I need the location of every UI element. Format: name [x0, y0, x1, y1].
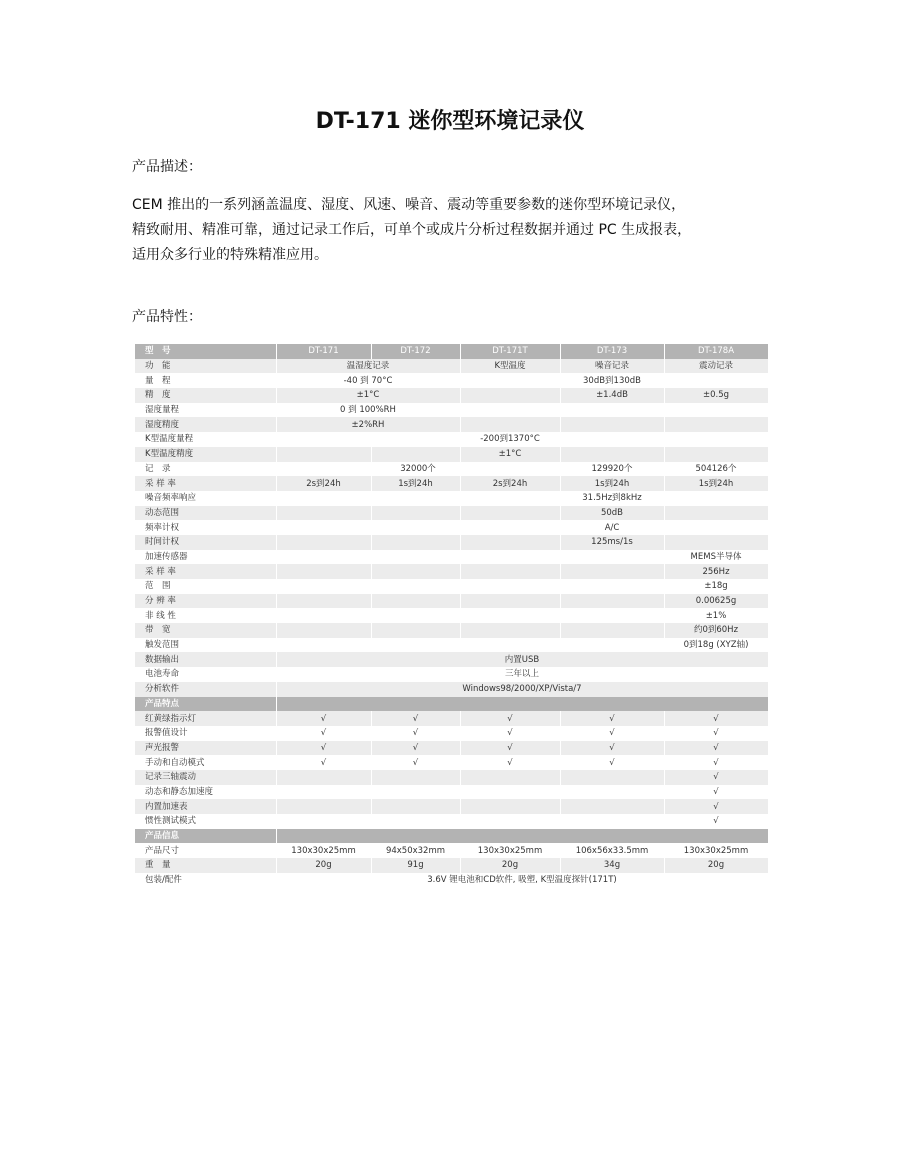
check-cell: [276, 770, 371, 785]
check-cell: √: [276, 741, 371, 756]
table-cell: [664, 432, 768, 447]
table-cell: [664, 491, 768, 506]
row-label: 噪音频率响应: [135, 491, 276, 506]
table-cell: [371, 594, 460, 609]
description-heading: 产品描述：: [132, 159, 202, 175]
description-line: 适用众多行业的特殊精准应用。: [132, 247, 328, 263]
table-cell: 2s到24h: [460, 476, 560, 491]
check-cell: [460, 770, 560, 785]
product-description: [132, 193, 782, 268]
table-row: [135, 873, 768, 888]
row-label: 重 量: [135, 858, 276, 873]
table-cell: [276, 638, 371, 653]
header-model: DT-171T: [460, 344, 560, 359]
table-cell: [276, 623, 371, 638]
header-model: DT-172: [371, 344, 460, 359]
spanned-cell: 0 到 100%RH: [276, 403, 460, 418]
row-label: 量 程: [135, 373, 276, 388]
check-cell: √: [664, 741, 768, 756]
table-row: [135, 564, 768, 579]
row-label: 精 度: [135, 388, 276, 403]
table-row: [135, 799, 768, 814]
row-label: 湿度量程: [135, 403, 276, 418]
table-cell: 130x30x25mm: [460, 843, 560, 858]
check-cell: √: [460, 726, 560, 741]
table-cell: [276, 432, 371, 447]
table-cell: [560, 623, 664, 638]
table-cell: 130x30x25mm: [664, 843, 768, 858]
check-cell: √: [276, 726, 371, 741]
document-title: DT-171 迷你型环境记录仪: [315, 109, 585, 134]
table-cell: [460, 506, 560, 521]
check-cell: √: [460, 741, 560, 756]
row-label: 数据输出: [135, 652, 276, 667]
table-cell: ±1°C: [460, 447, 560, 462]
table-cell: 130x30x25mm: [276, 843, 371, 858]
table-cell: [371, 491, 460, 506]
table-cell: [276, 535, 371, 550]
check-cell: √: [460, 755, 560, 770]
spanned-cell: 32000个: [276, 462, 560, 477]
table-cell: 20g: [664, 858, 768, 873]
table-row: [135, 491, 768, 506]
table-cell: [276, 506, 371, 521]
check-cell: [460, 785, 560, 800]
description-line: CEM 推出的一系列涵盖温度、湿度、风速、噪音、震动等重要参数的迷你型环境记录仪，: [132, 197, 686, 213]
table-cell: [371, 535, 460, 550]
table-cell: [560, 447, 664, 462]
section-fill: [276, 697, 768, 712]
table-cell: 20g: [460, 858, 560, 873]
check-cell: [560, 770, 664, 785]
table-cell: [460, 608, 560, 623]
table-cell: [371, 623, 460, 638]
spanned-cell: 三年以上: [276, 667, 768, 682]
table-row: [135, 520, 768, 535]
table-cell: 1s到24h: [664, 476, 768, 491]
table-cell: [560, 550, 664, 565]
row-label: 分 辨 率: [135, 594, 276, 609]
table-cell: [560, 564, 664, 579]
spanned-cell: 温湿度记录: [276, 359, 460, 374]
check-cell: √: [371, 726, 460, 741]
table-header-row: [135, 344, 768, 359]
row-label: 采 样 率: [135, 564, 276, 579]
row-label: 加速传感器: [135, 550, 276, 565]
table-cell: [371, 579, 460, 594]
table-cell: [460, 491, 560, 506]
table-cell: [460, 373, 560, 388]
table-cell: [664, 417, 768, 432]
table-row: [135, 755, 768, 770]
table-cell: [460, 594, 560, 609]
table-cell: [460, 623, 560, 638]
table-row: [135, 388, 768, 403]
table-cell: [276, 594, 371, 609]
table-cell: 约0到60Hz: [664, 623, 768, 638]
table-cell: 125ms/1s: [560, 535, 664, 550]
check-cell: √: [560, 741, 664, 756]
spec-table: [135, 344, 769, 887]
table-row: [135, 506, 768, 521]
table-cell: [460, 550, 560, 565]
check-cell: √: [371, 741, 460, 756]
spanned-cell: ±2%RH: [276, 417, 460, 432]
table-row: [135, 726, 768, 741]
row-label: 内置加速表: [135, 799, 276, 814]
table-cell: [276, 520, 371, 535]
table-cell: 1s到24h: [560, 476, 664, 491]
check-cell: √: [276, 755, 371, 770]
row-label: 频率计权: [135, 520, 276, 535]
table-cell: [371, 638, 460, 653]
table-row: [135, 462, 768, 477]
spanned-cell: ±1°C: [276, 388, 460, 403]
table-row: [135, 608, 768, 623]
header-label: 型 号: [135, 344, 276, 359]
table-cell: [664, 403, 768, 418]
table-cell: [460, 579, 560, 594]
table-row: [135, 432, 768, 447]
table-row: [135, 843, 768, 858]
table-row: [135, 447, 768, 462]
table-row: [135, 858, 768, 873]
row-label: 电池寿命: [135, 667, 276, 682]
check-cell: √: [664, 726, 768, 741]
table-row: [135, 667, 768, 682]
row-label: 记录三轴震动: [135, 770, 276, 785]
table-cell: [276, 564, 371, 579]
table-cell: 2s到24h: [276, 476, 371, 491]
table-cell: 50dB: [560, 506, 664, 521]
table-row: [135, 623, 768, 638]
table-row: [135, 711, 768, 726]
row-label: 声光报警: [135, 741, 276, 756]
row-label: 红黄绿指示灯: [135, 711, 276, 726]
table-row: [135, 579, 768, 594]
check-cell: [371, 799, 460, 814]
table-cell: [560, 638, 664, 653]
row-label: 功 能: [135, 359, 276, 374]
check-cell: √: [664, 799, 768, 814]
spanned-cell: Windows98/2000/XP/Vista/7: [276, 682, 768, 697]
table-cell: [460, 564, 560, 579]
table-cell: ±18g: [664, 579, 768, 594]
table-row: [135, 770, 768, 785]
table-cell: ±1.4dB: [560, 388, 664, 403]
row-label: 范 围: [135, 579, 276, 594]
table-row: [135, 741, 768, 756]
table-cell: [276, 579, 371, 594]
table-cell: 20g: [276, 858, 371, 873]
check-cell: [560, 814, 664, 829]
table-cell: K型温度: [460, 359, 560, 374]
check-cell: √: [560, 711, 664, 726]
row-label: 非 线 性: [135, 608, 276, 623]
table-cell: 0.00625g: [664, 594, 768, 609]
spanned-cell: 内置USB: [276, 652, 768, 667]
table-cell: 31.5Hz到8kHz: [560, 491, 664, 506]
table-cell: [371, 506, 460, 521]
check-cell: [560, 799, 664, 814]
check-cell: √: [276, 711, 371, 726]
check-cell: √: [664, 814, 768, 829]
spanned-cell: 3.6V 锂电池和CD软件, 吸塑, K型温度探针(171T): [276, 873, 768, 888]
table-cell: [371, 550, 460, 565]
check-cell: √: [371, 711, 460, 726]
row-label: 触发范围: [135, 638, 276, 653]
row-label: 动态和静态加速度: [135, 785, 276, 800]
row-label: 记 录: [135, 462, 276, 477]
features-heading: 产品特性：: [132, 309, 202, 325]
table-cell: [371, 564, 460, 579]
row-label: 惯性测试模式: [135, 814, 276, 829]
table-cell: [276, 491, 371, 506]
table-cell: [664, 373, 768, 388]
table-cell: 91g: [371, 858, 460, 873]
table-cell: [276, 608, 371, 623]
table-cell: [664, 506, 768, 521]
check-cell: [460, 814, 560, 829]
row-label: 动态范围: [135, 506, 276, 521]
table-cell: A/C: [560, 520, 664, 535]
table-row: [135, 417, 768, 432]
table-cell: [460, 535, 560, 550]
table-row: [135, 682, 768, 697]
header-model: DT-178A: [664, 344, 768, 359]
table-cell: [560, 403, 664, 418]
table-cell: MEMS半导体: [664, 550, 768, 565]
table-row: [135, 814, 768, 829]
table-cell: 106x56x33.5mm: [560, 843, 664, 858]
check-cell: √: [664, 785, 768, 800]
table-row: [135, 652, 768, 667]
table-cell: ±0.5g: [664, 388, 768, 403]
section-fill: [276, 829, 768, 844]
header-model: DT-171: [276, 344, 371, 359]
table-cell: [560, 594, 664, 609]
description-line: 精致耐用、精准可靠，通过记录工作后，可单个或成片分析过程数据并通过 PC 生成报表，: [132, 222, 692, 238]
table-cell: 噪音记录: [560, 359, 664, 374]
table-cell: [560, 608, 664, 623]
row-label: 采 样 率: [135, 476, 276, 491]
table-cell: [560, 579, 664, 594]
check-cell: [460, 799, 560, 814]
table-cell: ±1%: [664, 608, 768, 623]
table-row: [135, 373, 768, 388]
spanned-cell: -40 到 70°C: [276, 373, 460, 388]
header-model: DT-173: [560, 344, 664, 359]
row-label: 报警值设计: [135, 726, 276, 741]
table-row: [135, 638, 768, 653]
section-row-info: [135, 829, 768, 844]
table-cell: [664, 535, 768, 550]
table-cell: 34g: [560, 858, 664, 873]
table-cell: [460, 520, 560, 535]
check-cell: √: [560, 726, 664, 741]
row-label: 分析软件: [135, 682, 276, 697]
check-cell: [371, 785, 460, 800]
table-cell: 震动记录: [664, 359, 768, 374]
table-cell: 1s到24h: [371, 476, 460, 491]
row-label: 湿度精度: [135, 417, 276, 432]
table-cell: [664, 520, 768, 535]
check-cell: √: [664, 755, 768, 770]
row-label: 包装/配件: [135, 873, 276, 888]
check-cell: [371, 814, 460, 829]
check-cell: √: [664, 770, 768, 785]
table-cell: 256Hz: [664, 564, 768, 579]
table-cell: [460, 638, 560, 653]
table-row: [135, 359, 768, 374]
table-cell: [460, 388, 560, 403]
table-cell: 129920个: [560, 462, 664, 477]
check-cell: [560, 785, 664, 800]
table-cell: [371, 520, 460, 535]
table-cell: [560, 417, 664, 432]
row-label: K型温度精度: [135, 447, 276, 462]
table-cell: [371, 447, 460, 462]
row-label: 手动和自动模式: [135, 755, 276, 770]
section-label: 产品信息: [135, 829, 276, 844]
table-cell: -200到1370°C: [460, 432, 560, 447]
table-row: [135, 535, 768, 550]
check-cell: √: [664, 711, 768, 726]
table-cell: [460, 403, 560, 418]
table-cell: 504126个: [664, 462, 768, 477]
table-row: [135, 550, 768, 565]
table-cell: [276, 447, 371, 462]
row-label: 时间计权: [135, 535, 276, 550]
row-label: 产品尺寸: [135, 843, 276, 858]
check-cell: [276, 785, 371, 800]
table-cell: [560, 432, 664, 447]
section-label: 产品特点: [135, 697, 276, 712]
check-cell: [371, 770, 460, 785]
table-row: [135, 594, 768, 609]
table-cell: [371, 608, 460, 623]
check-cell: √: [460, 711, 560, 726]
table-cell: [276, 550, 371, 565]
table-cell: [371, 432, 460, 447]
row-label: K型温度量程: [135, 432, 276, 447]
check-cell: √: [560, 755, 664, 770]
table-cell: 94x50x32mm: [371, 843, 460, 858]
table-cell: 0到18g (XYZ轴): [664, 638, 768, 653]
check-cell: [276, 814, 371, 829]
table-cell: [460, 417, 560, 432]
row-label: 带 宽: [135, 623, 276, 638]
table-cell: [664, 447, 768, 462]
section-row-features: [135, 697, 768, 712]
check-cell: [276, 799, 371, 814]
check-cell: √: [371, 755, 460, 770]
table-row: [135, 403, 768, 418]
table-row: [135, 785, 768, 800]
table-cell: 30dB到130dB: [560, 373, 664, 388]
table-row: [135, 476, 768, 491]
